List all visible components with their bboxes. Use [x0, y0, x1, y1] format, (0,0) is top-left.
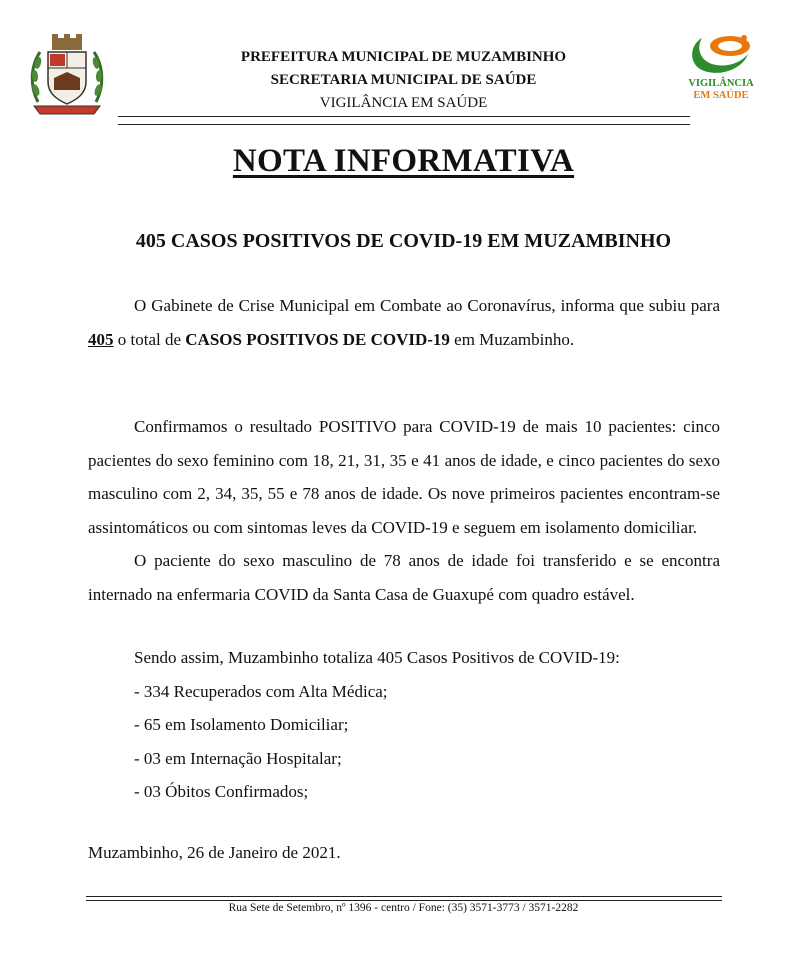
- list-item: - 03 em Internação Hospitalar;: [134, 748, 342, 768]
- bold-phrase: CASOS POSITIVOS DE COVID-19: [185, 329, 450, 349]
- municipality-name: PREFEITURA MUNICIPAL DE MUZAMBINHO: [240, 49, 567, 65]
- paragraph-4: Sendo assim, Muzambinho totaliza 405 Casos Positivos de COVID-19:: [134, 648, 620, 667]
- secretariat-name: SECRETARIA MUNICIPAL DE SAÚDE: [270, 72, 537, 88]
- document-title: NOTA INFORMATIVA: [232, 143, 575, 179]
- vigilancia-swirl-icon: [686, 28, 756, 76]
- paragraph-3: O paciente do sexo masculino de 78 anos de idade foi transferido e se encontra internado na enfermaria COVID da Santa Casa de Guaxupé com quadro estável.: [88, 551, 720, 604]
- list-item: - 334 Recuperados com Alta Médica;: [134, 681, 388, 701]
- case-count: 405: [88, 329, 114, 349]
- case-summary-list: [88, 675, 720, 809]
- department-name: VIGILÂNCIA EM SAÚDE: [319, 95, 488, 111]
- letterhead: [0, 0, 807, 135]
- document-date: Muzambinho, 26 de Janeiro de 2021.: [88, 843, 341, 862]
- logo-text-line2: EM SAÚDE: [693, 90, 749, 101]
- vigilancia-logo: [676, 28, 766, 114]
- document-subtitle: 405 CASOS POSITIVOS DE COVID-19 EM MUZAMBINHO: [135, 230, 672, 252]
- paragraph-2: Confirmamos o resultado POSITIVO para COVID-19 de mais 10 pacientes: cinco pacientes do sexo feminino com 18, 21, 31, 35 e 41 anos de idade, e cinco pacientes do sexo masculino com 2, 34, 35, 55 e 78 anos de idade. Os nove primeiros pacientes encontram-se assintomáticos ou com sintomas leves da COVID-19 e seguem em isolamento domiciliar.: [88, 417, 720, 537]
- document-body: [88, 289, 720, 809]
- footer-address: Rua Sete de Setembro, nº 1396 - centro / Fone: (35) 3571-3773 / 3571-2282: [228, 902, 579, 914]
- footer-separator: [86, 896, 722, 901]
- list-item: - 65 em Isolamento Domiciliar;: [134, 715, 349, 734]
- logo-text-line1: VIGILÂNCIA: [688, 78, 754, 89]
- list-item: - 03 Óbitos Confirmados;: [134, 782, 309, 801]
- header-separator: [118, 116, 690, 125]
- paragraph-1: O Gabinete de Crise Municipal em Combate ao Coronavírus, informa que subiu para 405 o total de CASOS POSITIVOS DE COVID-19 em Muzambinho.: [88, 296, 720, 349]
